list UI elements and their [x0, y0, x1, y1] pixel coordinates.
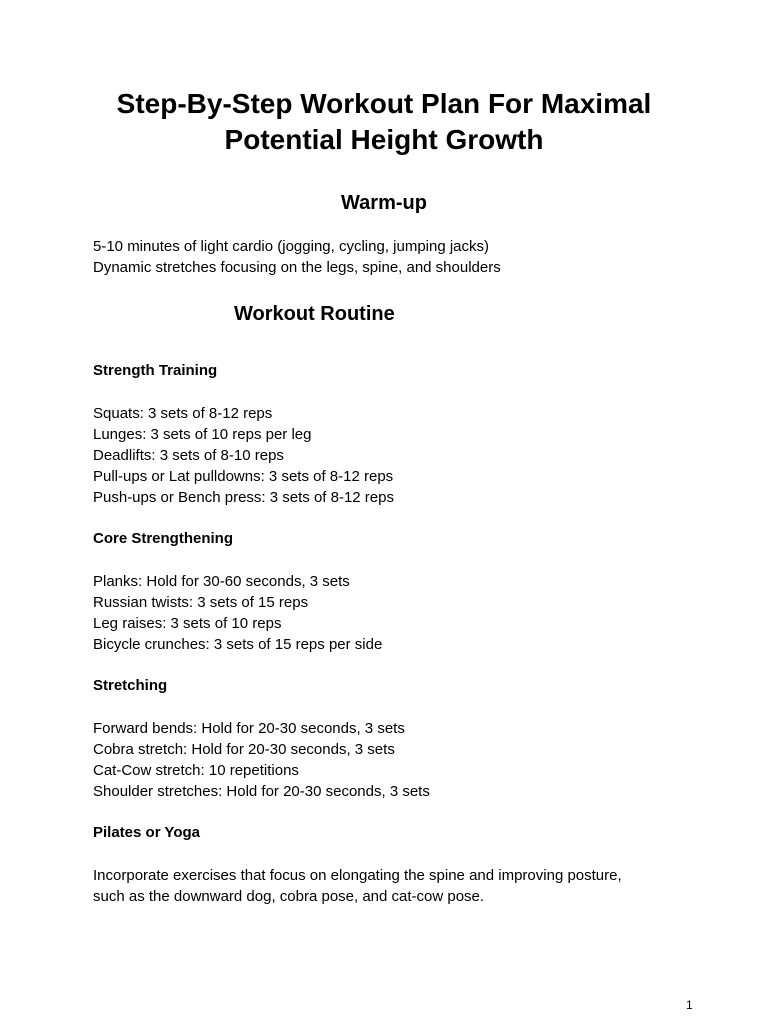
stretching-item: Cobra stretch: Hold for 20-30 seconds, 3 sets	[93, 741, 395, 758]
warmup-item: 5-10 minutes of light cardio (jogging, cycling, jumping jacks)	[93, 238, 490, 255]
core-item: Leg raises: 3 sets of 10 reps	[93, 615, 282, 632]
workout-routine-heading: Workout Routine	[234, 303, 395, 325]
warmup-list	[93, 236, 501, 278]
strength-item: Push-ups or Bench press: 3 sets of 8-12 reps	[93, 489, 394, 506]
document-title-line-1: Step-By-Step Workout Plan For Maximal	[116, 88, 652, 119]
core-item: Bicycle crunches: 3 sets of 15 reps per side	[93, 636, 383, 653]
strength-item: Deadlifts: 3 sets of 8-10 reps	[93, 447, 284, 464]
document-title-line-2: Potential Height Growth	[224, 124, 544, 155]
strength-item: Pull-ups or Lat pulldowns: 3 sets of 8-12 reps	[93, 468, 394, 485]
core-item: Planks: Hold for 30-60 seconds, 3 sets	[93, 573, 350, 590]
core-strengthening-heading: Core Strengthening	[93, 530, 234, 547]
warmup-item: Dynamic stretches focusing on the legs, spine, and shoulders	[93, 259, 501, 276]
strength-item: Lunges: 3 sets of 10 reps per leg	[93, 426, 312, 443]
strength-training-heading: Strength Training	[93, 362, 218, 379]
stretching-item: Shoulder stretches: Hold for 20-30 seconds, 3 sets	[93, 783, 430, 800]
pilates-yoga-paragraph: Incorporate exercises that focus on elongating the spine and improving posture, such as the downward dog, cobra pose, and cat-cow pose.	[93, 867, 622, 905]
stretching-list	[93, 718, 430, 802]
warmup-heading: Warm-up	[341, 192, 427, 214]
pilates-yoga-heading: Pilates or Yoga	[93, 824, 200, 841]
document-title	[0, 86, 768, 158]
strength-item: Squats: 3 sets of 8-12 reps	[93, 405, 273, 422]
stretching-item: Cat-Cow stretch: 10 repetitions	[93, 762, 299, 779]
stretching-item: Forward bends: Hold for 20-30 seconds, 3 sets	[93, 720, 405, 737]
core-item: Russian twists: 3 sets of 15 reps	[93, 594, 309, 611]
stretching-heading: Stretching	[93, 677, 168, 694]
core-strengthening-list	[93, 571, 382, 655]
strength-training-list	[93, 403, 394, 508]
page-number: 1	[686, 998, 693, 1012]
